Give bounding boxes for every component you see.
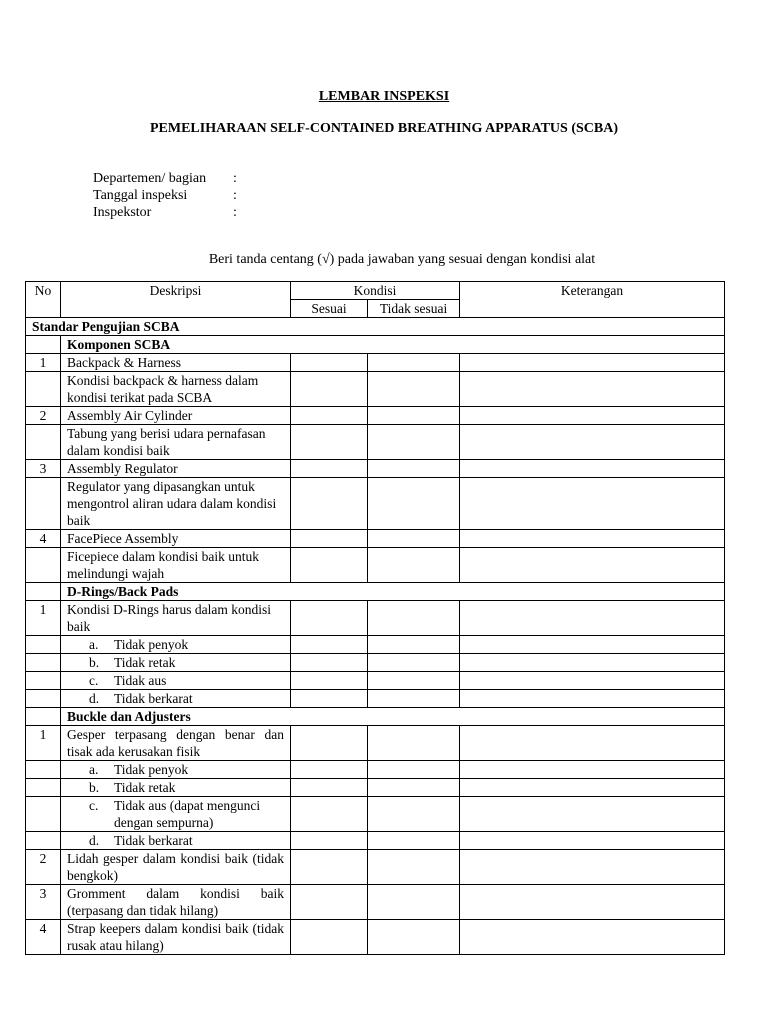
cell-keterangan[interactable] [460, 530, 725, 548]
cell-tidak-sesuai[interactable] [368, 530, 460, 548]
cell-tidak-sesuai[interactable] [368, 601, 460, 636]
cell-deskripsi [61, 672, 291, 690]
cell-tidak-sesuai[interactable] [368, 460, 460, 478]
cell-tidak-sesuai[interactable] [368, 920, 460, 955]
cell-deskripsi: Kondisi backpack & harness dalam kondisi terikat pada SCBA [61, 372, 291, 407]
meta-row-inspektor [93, 204, 237, 221]
group-row [26, 708, 725, 726]
page-title: LEMBAR INSPEKSI [318, 89, 450, 104]
page-subtitle: PEMELIHARAAN SELF-CONTAINED BREATHING APPARATUS (SCBA) [149, 121, 618, 136]
section-title: Standar Pengujian SCBA [26, 318, 725, 336]
cell-deskripsi: Assembly Regulator [61, 460, 291, 478]
cell-keterangan[interactable] [460, 654, 725, 672]
list-marker: a. [89, 637, 99, 652]
header-kondisi: Kondisi [291, 282, 460, 300]
cell-deskripsi [61, 761, 291, 779]
table-row [26, 832, 725, 850]
cell-keterangan[interactable] [460, 779, 725, 797]
cell-keterangan[interactable] [460, 601, 725, 636]
cell-deskripsi [61, 797, 291, 832]
cell-keterangan[interactable] [460, 372, 725, 407]
cell-keterangan[interactable] [460, 478, 725, 530]
cell-keterangan[interactable] [460, 885, 725, 920]
table-row [26, 372, 725, 407]
cell-sesuai[interactable] [291, 478, 368, 530]
cell-keterangan[interactable] [460, 850, 725, 885]
cell-deskripsi: Kondisi D-Rings harus dalam kondisi baik [61, 601, 291, 636]
table-row [26, 407, 725, 425]
table-row [26, 672, 725, 690]
table-row [26, 425, 725, 460]
header-keterangan: Keterangan [460, 282, 725, 318]
list-marker: b. [89, 780, 100, 795]
table-row [26, 850, 725, 885]
cell-deskripsi [61, 654, 291, 672]
meta-row-departemen [93, 170, 237, 187]
cell-keterangan[interactable] [460, 726, 725, 761]
cell-no [26, 797, 61, 832]
cell-deskripsi: Strap keepers dalam kondisi baik (tidak rusak atau hilang) [61, 920, 291, 955]
table-row [26, 601, 725, 636]
cell-keterangan[interactable] [460, 548, 725, 583]
cell-deskripsi: Tabung yang berisi udara pernafasan dalam kondisi baik [61, 425, 291, 460]
cell-deskripsi: Gesper terpasang dengan benar dan tisak ada kerusakan fisik [61, 726, 291, 761]
cell-keterangan[interactable] [460, 832, 725, 850]
cell-keterangan[interactable] [460, 425, 725, 460]
cell-tidak-sesuai[interactable] [368, 672, 460, 690]
table-row [26, 797, 725, 832]
cell-keterangan[interactable] [460, 636, 725, 654]
cell-tidak-sesuai[interactable] [368, 832, 460, 850]
cell-sesuai[interactable] [291, 372, 368, 407]
cell-tidak-sesuai[interactable] [368, 548, 460, 583]
cell-deskripsi: Regulator yang dipasangkan untuk mengontrol aliran udara dalam kondisi baik [61, 478, 291, 530]
cell-deskripsi [61, 636, 291, 654]
list-marker: a. [89, 762, 99, 777]
list-marker: d. [89, 691, 100, 706]
header-tidak-sesuai: Tidak sesuai [368, 300, 460, 318]
table-row [26, 478, 725, 530]
sub-item-text: Tidak retak [114, 780, 176, 795]
table-row [26, 460, 725, 478]
cell-sesuai[interactable] [291, 850, 368, 885]
cell-deskripsi: Lidah gesper dalam kondisi baik (tidak bengkok) [61, 850, 291, 885]
header-sesuai: Sesuai [291, 300, 368, 318]
cell-tidak-sesuai[interactable] [368, 478, 460, 530]
cell-keterangan[interactable] [460, 672, 725, 690]
cell-tidak-sesuai[interactable] [368, 354, 460, 372]
cell-no [26, 425, 61, 460]
table-row [26, 761, 725, 779]
cell-no [26, 779, 61, 797]
cell-tidak-sesuai[interactable] [368, 726, 460, 761]
meta-separator: : [233, 188, 237, 203]
sub-item-text: Tidak aus [114, 673, 167, 688]
cell-tidak-sesuai[interactable] [368, 407, 460, 425]
cell-deskripsi [61, 779, 291, 797]
meta-separator: : [233, 171, 237, 186]
cell-no [26, 336, 61, 354]
cell-keterangan[interactable] [460, 407, 725, 425]
cell-sesuai[interactable] [291, 797, 368, 832]
sub-item-text: Tidak retak [114, 655, 176, 670]
meta-label: Inspekstor [93, 205, 152, 220]
cell-no [26, 761, 61, 779]
sub-item-text: Tidak aus (dapat mengunci dengan sempurna) [114, 798, 261, 830]
cell-sesuai[interactable] [291, 832, 368, 850]
cell-sesuai[interactable] [291, 636, 368, 654]
cell-sesuai[interactable] [291, 460, 368, 478]
table-row [26, 654, 725, 672]
cell-sesuai[interactable] [291, 920, 368, 955]
group-title: D-Rings/Back Pads [61, 583, 725, 601]
cell-keterangan[interactable] [460, 690, 725, 708]
cell-deskripsi: Gromment dalam kondisi baik (terpasang dan tidak hilang) [61, 885, 291, 920]
cell-no [26, 708, 61, 726]
cell-no [26, 832, 61, 850]
list-marker: c. [89, 798, 99, 813]
cell-no: 1 [26, 726, 61, 761]
cell-no [26, 478, 61, 530]
cell-deskripsi: Ficepiece dalam kondisi baik untuk melindungi wajah [61, 548, 291, 583]
cell-deskripsi [61, 832, 291, 850]
cell-keterangan[interactable] [460, 761, 725, 779]
cell-sesuai[interactable] [291, 690, 368, 708]
cell-tidak-sesuai[interactable] [368, 761, 460, 779]
table-row [26, 548, 725, 583]
cell-keterangan[interactable] [460, 354, 725, 372]
meta-separator: : [233, 205, 237, 220]
cell-no: 2 [26, 407, 61, 425]
cell-tidak-sesuai[interactable] [368, 372, 460, 407]
cell-sesuai[interactable] [291, 425, 368, 460]
header-deskripsi: Deskripsi [61, 282, 291, 318]
cell-tidak-sesuai[interactable] [368, 425, 460, 460]
cell-deskripsi: Backpack & Harness [61, 354, 291, 372]
cell-keterangan[interactable] [460, 920, 725, 955]
section-row [26, 318, 725, 336]
cell-no: 3 [26, 885, 61, 920]
group-title: Buckle dan Adjusters [61, 708, 725, 726]
cell-no [26, 636, 61, 654]
header-no: No [26, 282, 61, 318]
meta-row-tanggal [93, 187, 237, 204]
cell-tidak-sesuai[interactable] [368, 797, 460, 832]
cell-sesuai[interactable] [291, 672, 368, 690]
table-row [26, 530, 725, 548]
cell-no [26, 672, 61, 690]
cell-sesuai[interactable] [291, 407, 368, 425]
list-marker: c. [89, 673, 99, 688]
table-row [26, 885, 725, 920]
table-row [26, 920, 725, 955]
cell-no [26, 548, 61, 583]
cell-tidak-sesuai[interactable] [368, 779, 460, 797]
table-header-row [26, 282, 725, 300]
cell-sesuai[interactable] [291, 354, 368, 372]
meta-label: Departemen/ bagian [93, 171, 207, 186]
cell-deskripsi: Assembly Air Cylinder [61, 407, 291, 425]
meta-label: Tanggal inspeksi [93, 188, 188, 203]
cell-no [26, 583, 61, 601]
cell-keterangan[interactable] [460, 797, 725, 832]
sub-item-text: Tidak penyok [114, 637, 189, 652]
cell-keterangan[interactable] [460, 460, 725, 478]
table-row [26, 636, 725, 654]
sub-item-text: Tidak berkarat [114, 833, 193, 848]
cell-sesuai[interactable] [291, 761, 368, 779]
cell-sesuai[interactable] [291, 548, 368, 583]
cell-no [26, 690, 61, 708]
list-marker: b. [89, 655, 100, 670]
sub-item-text: Tidak penyok [114, 762, 189, 777]
cell-tidak-sesuai[interactable] [368, 654, 460, 672]
inspection-table [25, 281, 725, 955]
group-row [26, 583, 725, 601]
cell-no: 1 [26, 354, 61, 372]
cell-sesuai[interactable] [291, 885, 368, 920]
cell-sesuai[interactable] [291, 530, 368, 548]
cell-tidak-sesuai[interactable] [368, 850, 460, 885]
cell-deskripsi [61, 690, 291, 708]
table-row [26, 779, 725, 797]
cell-sesuai[interactable] [291, 726, 368, 761]
cell-deskripsi: FacePiece Assembly [61, 530, 291, 548]
cell-no: 4 [26, 530, 61, 548]
sub-item-text: Tidak berkarat [114, 691, 193, 706]
table-row [26, 726, 725, 761]
cell-sesuai[interactable] [291, 779, 368, 797]
list-marker: d. [89, 833, 100, 848]
cell-tidak-sesuai[interactable] [368, 636, 460, 654]
cell-sesuai[interactable] [291, 654, 368, 672]
cell-no [26, 654, 61, 672]
group-row [26, 336, 725, 354]
cell-tidak-sesuai[interactable] [368, 885, 460, 920]
table-row [26, 690, 725, 708]
cell-no [26, 372, 61, 407]
cell-no: 2 [26, 850, 61, 885]
cell-tidak-sesuai[interactable] [368, 690, 460, 708]
instruction-text: Beri tanda centang (√) pada jawaban yang sesuai dengan kondisi alat [208, 252, 596, 267]
table-row [26, 354, 725, 372]
group-title: Komponen SCBA [61, 336, 725, 354]
cell-sesuai[interactable] [291, 601, 368, 636]
inspection-meta [93, 170, 237, 221]
cell-no: 3 [26, 460, 61, 478]
cell-no: 1 [26, 601, 61, 636]
cell-no: 4 [26, 920, 61, 955]
